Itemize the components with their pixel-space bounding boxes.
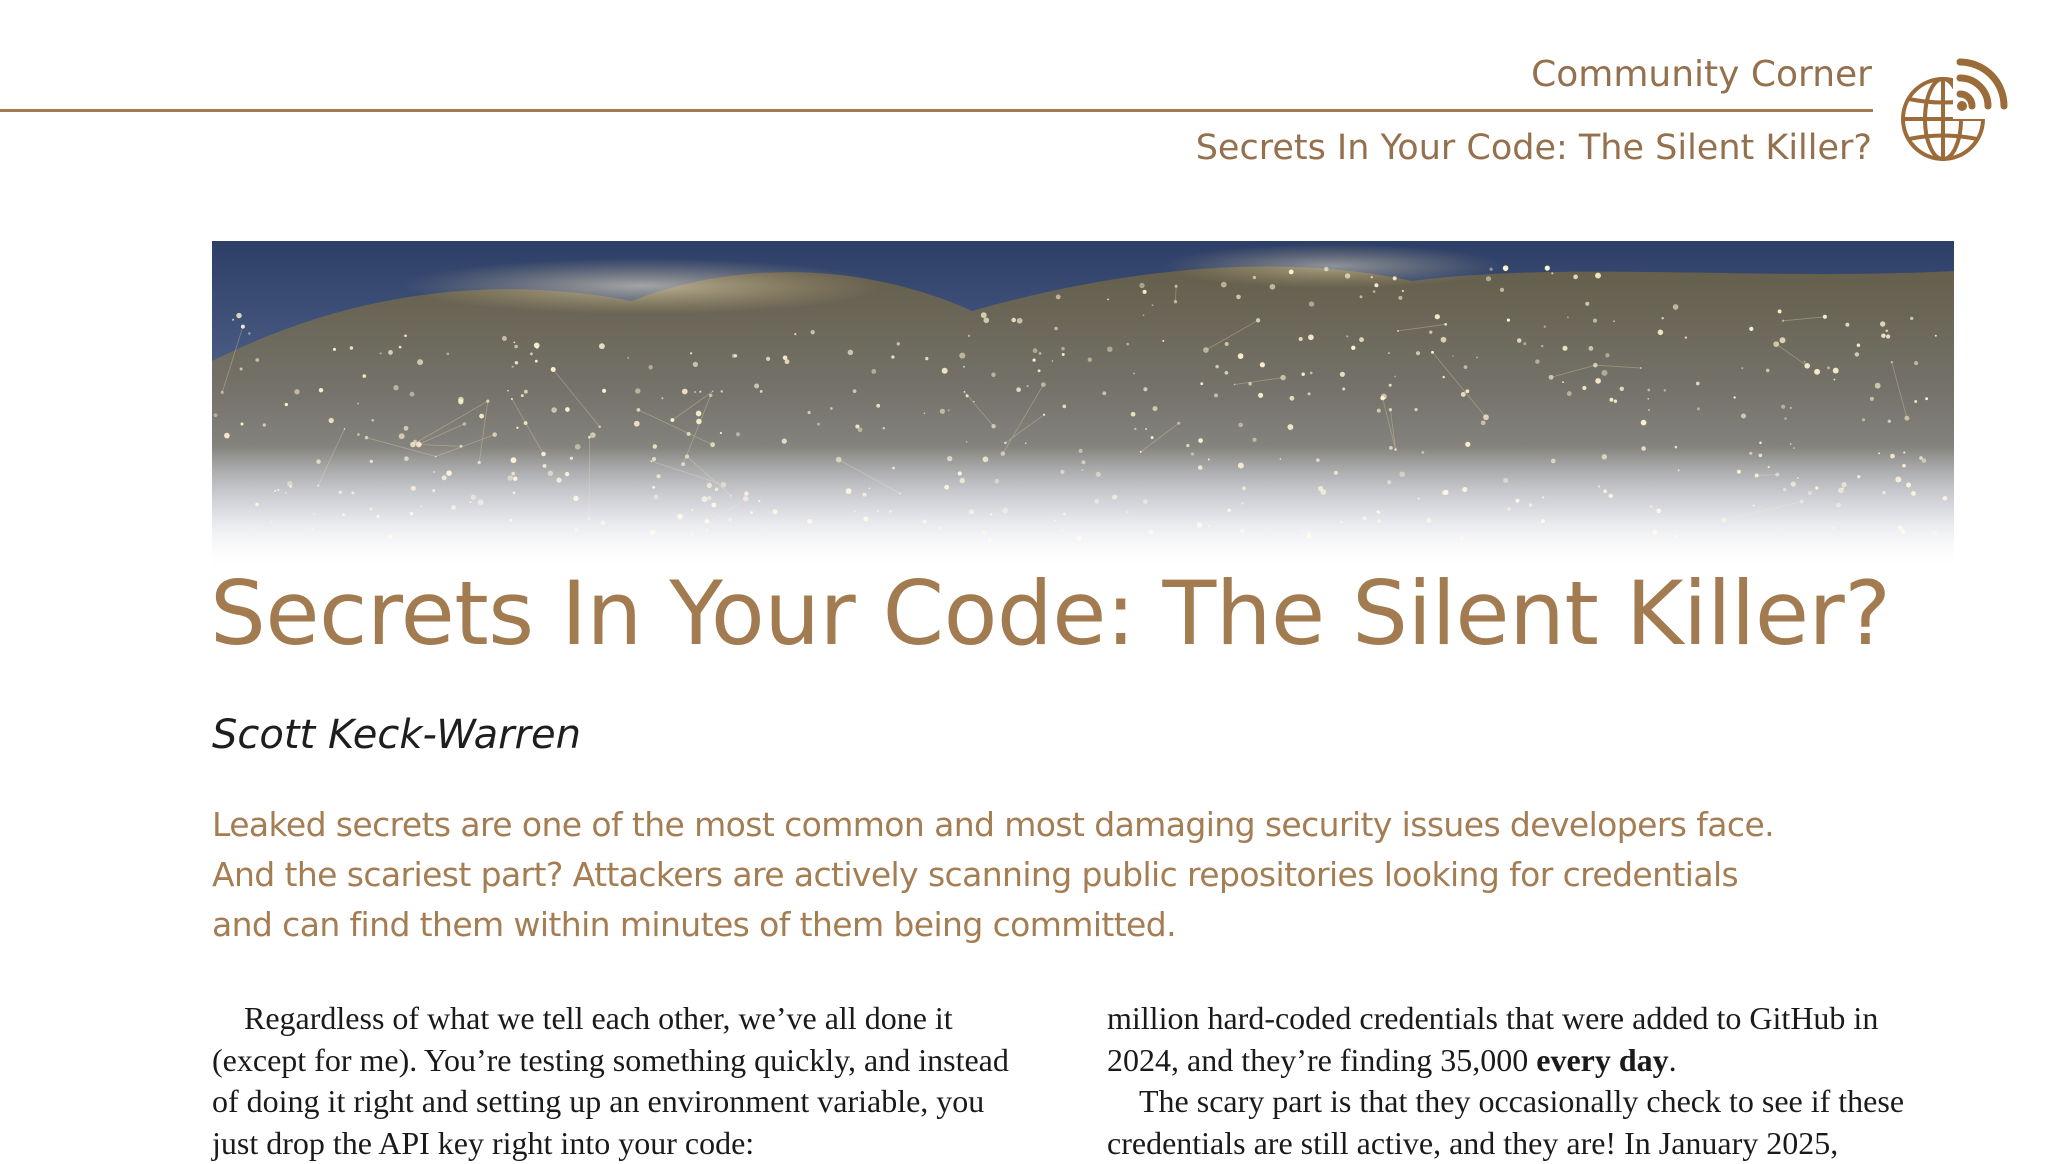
body-line: (except for me). You’re testing something quickly, and instead — [212, 1040, 1058, 1082]
globe-wifi-icon — [1898, 54, 2008, 164]
body-column-right — [1107, 998, 1953, 1164]
body-column-left — [212, 998, 1058, 1164]
lede-line: Leaked secrets are one of the most common and most damaging security issues developers face. — [212, 800, 1932, 850]
hero-banner-image — [212, 241, 1954, 571]
section-name: Community Corner — [1531, 54, 1872, 95]
body-line: just drop the API key right into your code: — [212, 1123, 1058, 1164]
body-text: . — [1669, 1042, 1677, 1078]
body-text: 2024, and they’re finding 35,000 — [1107, 1042, 1536, 1078]
body-line: of doing it right and setting up an environment variable, you — [212, 1081, 1058, 1123]
article-author: Scott Keck-Warren — [212, 712, 581, 758]
body-line — [1107, 1040, 1953, 1082]
body-line: Regardless of what we tell each other, we’ve all done it — [212, 998, 1058, 1040]
body-line: million hard-coded credentials that were added to GitHub in — [1107, 998, 1953, 1040]
body-line: credentials are still active, and they are! In January 2025, — [1107, 1123, 1953, 1164]
header-rule — [0, 109, 1873, 112]
article-lede — [212, 800, 1932, 950]
lede-line: and can find them within minutes of them being committed. — [212, 900, 1932, 950]
emphasis-text: every day — [1536, 1042, 1668, 1078]
body-line: The scary part is that they occasionally check to see if these — [1107, 1081, 1953, 1123]
article-title: Secrets In Your Code: The Silent Killer? — [210, 562, 1890, 665]
running-title: Secrets In Your Code: The Silent Killer? — [1196, 128, 1872, 168]
lede-line: And the scariest part? Attackers are actively scanning public repositories looking for credentials — [212, 850, 1932, 900]
